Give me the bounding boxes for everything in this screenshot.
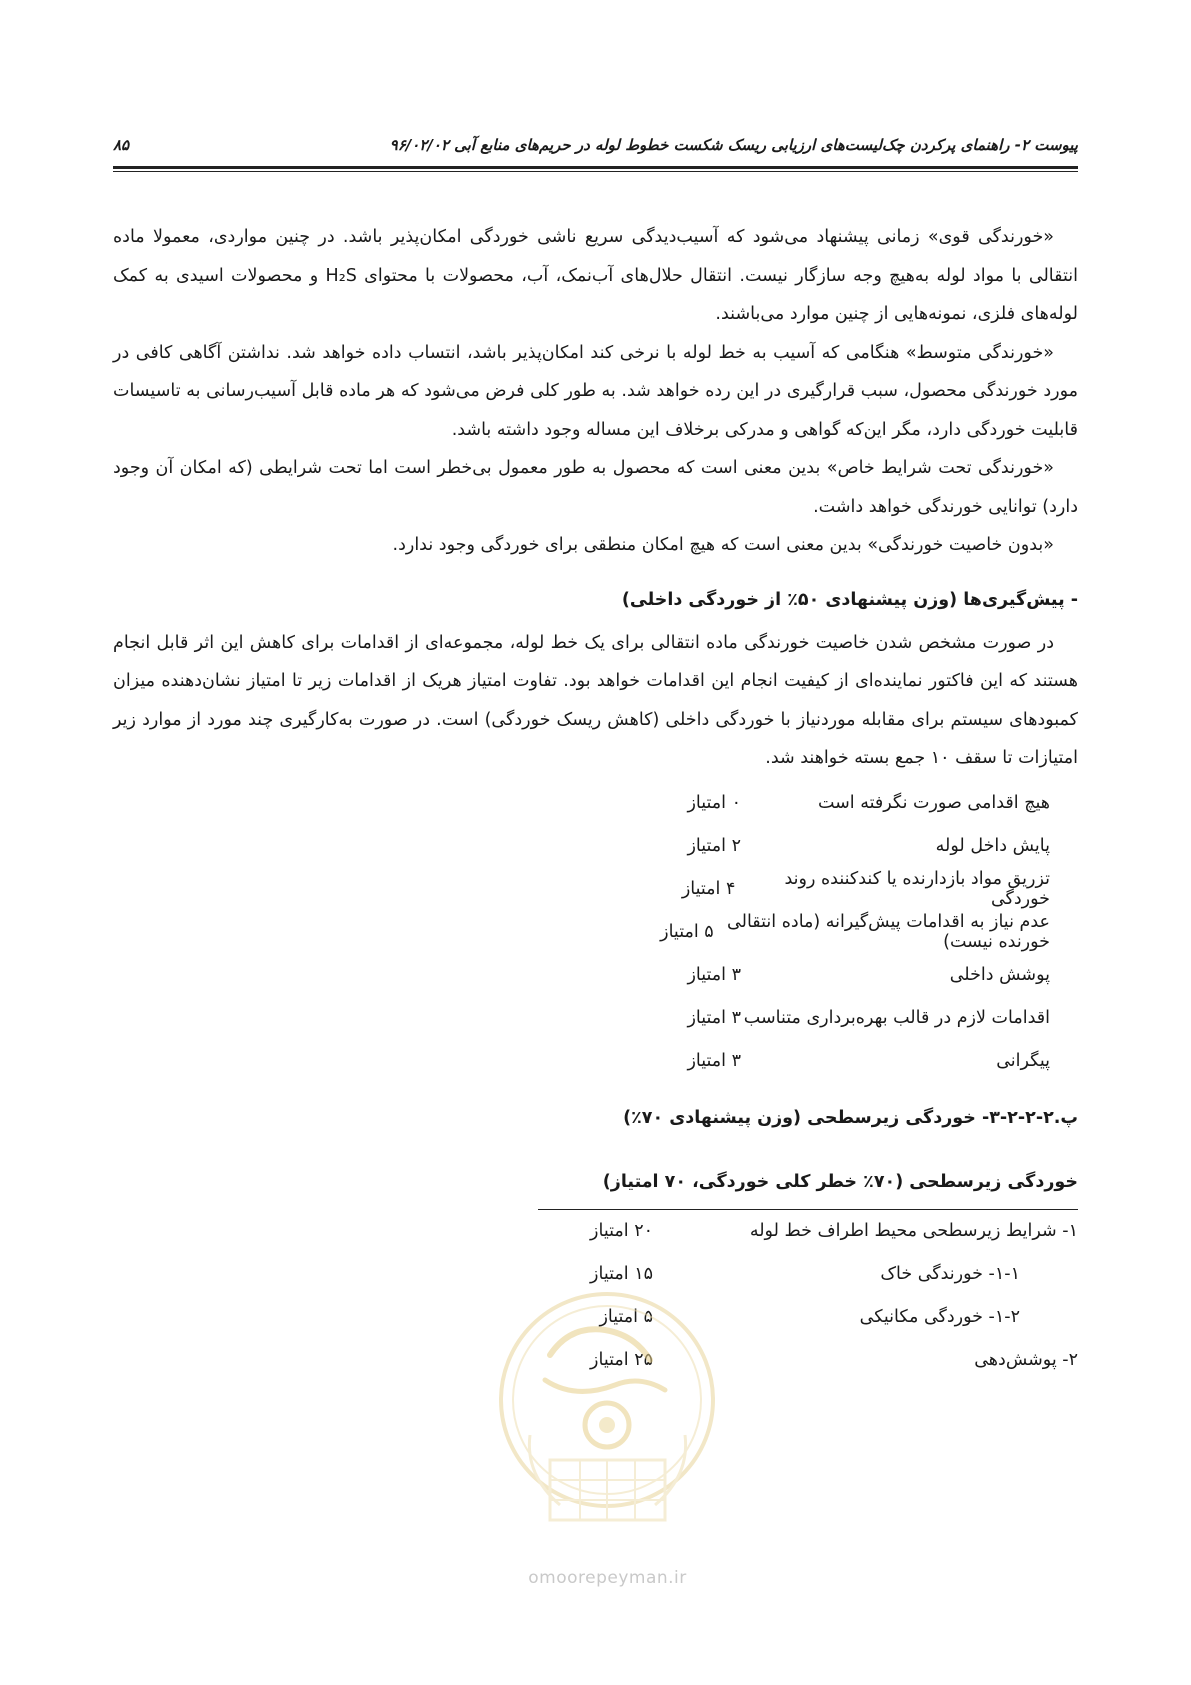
item-score: ۲ امتیاز — [687, 836, 741, 856]
item-label: عدم نیاز به اقدامات پیش‌گیرانه (ماده انتقالی خورنده نیست) — [727, 912, 1050, 952]
item-label: تزریق مواد بازدارنده یا کندکننده روند خوردگی — [784, 869, 1050, 909]
seal-logo-icon — [490, 1285, 725, 1615]
paragraph-medium-corrosion: «خورندگی متوسط» هنگامی که آسیب به خط لوله با نرخی کند امکان‌پذیر باشد، انتساب داده خواهد شد. نداشتن آگاهی کافی در مورد خورندگی محصول، سبب قرارگیری در این رده خواهد شد. به طور کلی فرض می‌شود که هر ماده قابل آسیب‌رسانی به تاسیسات قابلیت خوردگی دارد، مگر این‌که گواهی و مدرکی برخلاف این مساله وجود داشته باشد. — [113, 342, 1078, 440]
prevention-score-list — [113, 782, 1078, 1083]
item-label: اقدامات لازم در قالب بهره‌برداری متناسب — [743, 1008, 1050, 1028]
table-row — [538, 1210, 1078, 1253]
list-item — [113, 782, 1078, 825]
item-label: پایش داخل لوله — [935, 836, 1050, 856]
row-label: ۲- پوشش‌دهی — [974, 1350, 1078, 1370]
page-header — [113, 128, 1078, 162]
paragraph-strong-corrosion: «خورندگی قوی» زمانی پیشنهاد می‌شود که آسیب‌دیدگی سریع ناشی خوردگی امکان‌پذیر باشد. در چنین مواردی، معمولا ماده انتقالی با مواد لوله به‌هیچ وجه سازگار نیست. انتقال حلال‌های آب‌نمک، آب، محصولات با محتوای H₂S و محصولات اسیدی به کمک لوله‌های فلزی، نمونه‌هایی از چنین موارد می‌باشند. — [113, 227, 1078, 324]
header-rule-thin — [113, 171, 1078, 172]
row-score: ۲۵ امتیاز — [590, 1350, 653, 1370]
row-score: ۵ امتیاز — [599, 1307, 653, 1327]
row-label: ۱- شرایط زیرسطحی محیط اطراف خط لوله — [749, 1221, 1078, 1241]
table-title: خوردگی زیرسطحی (۷۰٪ خطر کلی خوردگی، ۷۰ امتیاز) — [602, 1171, 1078, 1192]
list-item — [113, 954, 1078, 997]
row-score: ۱۵ امتیاز — [590, 1264, 653, 1284]
header-title: پیوست ۲- راهنمای پرکردن چک‌لیست‌های ارزیابی ریسک شکست خطوط لوله در حریم‌های منابع آبی ۹۶/۰۲/۰۲ — [389, 136, 1078, 154]
watermark-site: omoorepeyman.ir — [528, 1568, 687, 1588]
page-number: ۸۵ — [113, 136, 130, 154]
page-body — [113, 218, 1078, 1382]
list-item — [113, 1040, 1078, 1083]
item-label: هیچ اقدامی صورت نگرفته است — [817, 793, 1050, 813]
item-score: ۰ امتیاز — [687, 793, 741, 813]
item-label: پیگرانی — [996, 1051, 1050, 1071]
item-score: ۴ امتیاز — [681, 879, 736, 899]
list-item — [113, 868, 1078, 911]
paragraph-prevention: در صورت مشخص شدن خاصیت خورندگی ماده انتقالی برای یک خط لوله، مجموعه‌ای از اقدامات برای کاهش این اثر قابل انجام هستند که این فاکتور نماینده‌ای از کیفیت انجام این اقدامات خواهد بود. تفاوت امتیاز هریک از اقدامات زیر تا امتیاز نشان‌دهنده میزان کمبودهای سیستم برای مقابله موردنیاز با خوردگی داخلی (کاهش ریسک خوردگی) است. در صورت به‌کارگیری چند مورد از موارد زیر امتیازات تا سقف ۱۰ جمع بسته خواهند شد. — [113, 632, 1078, 768]
list-item — [113, 997, 1078, 1040]
item-label: پوشش داخلی — [949, 965, 1050, 985]
item-score: ۳ امتیاز — [687, 965, 741, 985]
list-item — [113, 911, 1078, 954]
header-rule-thick — [113, 166, 1078, 169]
row-label: ۱-۲- خوردگی مکانیکی — [859, 1307, 1020, 1327]
paragraph-no-corrosion: «بدون خاصیت خورندگی» بدین معنی است که هیچ امکان منطقی برای خوردگی وجود ندارد. — [392, 535, 1054, 555]
row-label: ۱-۱- خورندگی خاک — [880, 1264, 1020, 1284]
item-score: ۳ امتیاز — [687, 1051, 741, 1071]
row-score: ۲۰ امتیاز — [590, 1221, 653, 1241]
list-item — [113, 825, 1078, 868]
section-heading-prevention: - پیش‌گیری‌ها (وزن پیشنهادی ۵۰٪ از خوردگی داخلی) — [621, 589, 1078, 610]
paragraph-conditional-corrosion: «خورندگی تحت شرایط خاص» بدین معنی است که محصول به طور معمول بی‌خطر است اما تحت شرایطی (که امکان آن وجود دارد) توانایی خورندگی خواهد داشت. — [113, 458, 1078, 517]
item-score: ۳ امتیاز — [687, 1008, 741, 1028]
item-score: ۵ امتیاز — [660, 922, 714, 942]
section-heading-subsurface: پ.۲-۲-۲-۳- خوردگی زیرسطحی (وزن پیشنهادی ۷۰٪) — [623, 1107, 1078, 1128]
